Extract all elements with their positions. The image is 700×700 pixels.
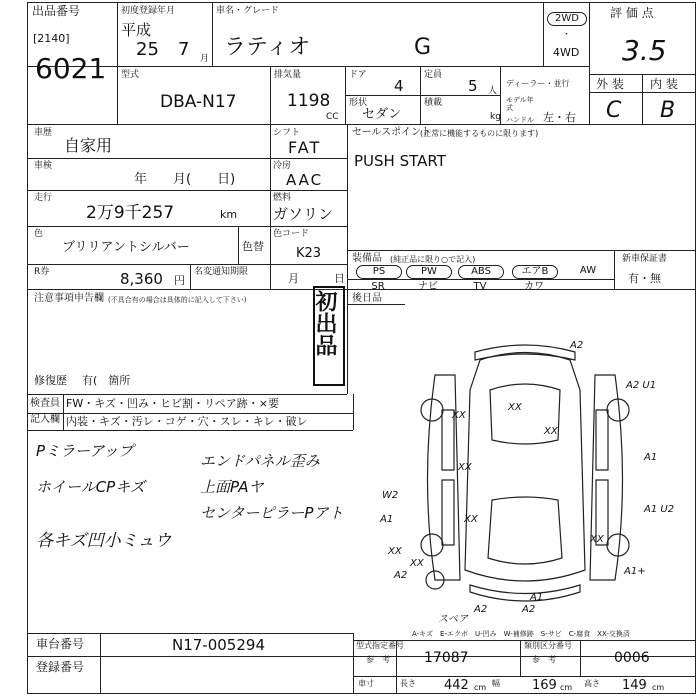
equipment-item: PW: [406, 265, 452, 279]
damage-legend: A-キズ E-エクボ U-凹み W-補修跡 S-サビ C-腐食 XX-交換済: [412, 630, 630, 638]
fuel: ガソリン: [273, 205, 334, 223]
body-label: 形状: [349, 98, 368, 108]
rule: [27, 124, 696, 125]
rule: [580, 640, 581, 676]
dims-label: 車寸: [358, 679, 374, 688]
equipment-label: 装備品: [352, 253, 382, 264]
model-label: 型式: [121, 70, 140, 80]
height-unit: cm: [652, 683, 665, 692]
sales-point-text: PUSH START: [354, 152, 446, 170]
damage-mark: XX: [410, 558, 424, 569]
rule: [27, 413, 353, 414]
repaint-label: 色替: [242, 240, 264, 253]
cc-unit: CC: [326, 112, 339, 122]
damage-mark: XX: [452, 410, 466, 421]
mileage: 2万9千257: [86, 203, 175, 223]
lot-number: 6021: [35, 52, 107, 85]
rule: [212, 2, 213, 66]
damage-mark: XX: [590, 534, 604, 545]
length: 442: [444, 678, 469, 693]
rule: [270, 158, 347, 159]
fuel-label: 燃料: [273, 193, 292, 203]
damage-mark: A1+: [624, 566, 646, 577]
equipment-item: PS: [356, 265, 402, 279]
rule: [347, 124, 348, 394]
equipment-item: エアB: [512, 265, 558, 279]
rule: [63, 394, 64, 430]
rule: [27, 158, 270, 159]
classification-number: 0006: [614, 650, 650, 666]
designation-number: 17087: [424, 650, 469, 666]
drive-2wd: 2WD: [547, 12, 587, 26]
name-change-month: 月: [288, 272, 299, 285]
rule: [270, 190, 347, 191]
handwritten-note: センターピラーPアト: [200, 504, 344, 522]
km-unit: km: [220, 208, 238, 221]
rule: [520, 640, 521, 676]
damage-mark: A1: [530, 592, 544, 603]
new-warranty: 有・無: [628, 272, 661, 285]
first-reg-label: 初度登録年月: [121, 6, 176, 16]
length-unit: cm: [474, 683, 487, 692]
rule: [347, 250, 696, 251]
repair-value: 有( 箇所: [82, 374, 131, 387]
name-change-label: 名変通知期限: [194, 267, 249, 277]
kg-unit: kg: [490, 112, 501, 122]
designation-label: 型式指定番号: [356, 641, 404, 650]
first-listing-text: 初出品: [312, 290, 337, 356]
rule: [238, 226, 239, 264]
interior-grade: B: [660, 98, 676, 123]
lot-code: [2140]: [33, 32, 70, 45]
drive-dot: ・: [562, 30, 572, 40]
doors: 4: [394, 77, 404, 95]
equipment-item: AW: [579, 265, 597, 276]
equipment-item: ABS: [458, 265, 504, 279]
chassis-label: 車台番号: [36, 637, 85, 651]
color-code-label: 色コード: [273, 229, 310, 239]
score-label: 評 価 点: [610, 6, 654, 20]
rule: [345, 95, 500, 96]
interior-label: 内 装: [650, 77, 678, 91]
rule: [27, 430, 353, 431]
handwritten-note: 各キズ凹小ミュウ: [36, 531, 172, 551]
displacement: 1198: [287, 91, 331, 111]
score: 3.5: [622, 34, 667, 67]
sales-point-sub: (正常に機能するものに限ります): [420, 129, 539, 138]
rule: [589, 2, 590, 124]
classification-label: 類別区分番号: [524, 641, 572, 650]
car-name: ラティオ: [224, 35, 311, 60]
lot-no-label: 出品番号: [32, 4, 81, 18]
rule: [27, 264, 347, 265]
history-label: 車歴: [34, 128, 53, 138]
inspection-label: 車検: [34, 161, 53, 171]
rule: [353, 633, 354, 694]
equipment-sub: (純正品に限り○で記入): [390, 255, 476, 264]
handle: 左・右: [543, 111, 576, 124]
rule: [543, 2, 544, 66]
aircon-label: 冷房: [273, 161, 292, 171]
cautions-label: 注意事項申告欄: [34, 293, 104, 304]
rear-items-label: 後日品: [352, 293, 382, 304]
rule: [270, 66, 271, 124]
writer-label: 記入欄: [30, 414, 60, 425]
damage-mark: A2 U1: [626, 380, 657, 391]
handle-label: ハンドル: [506, 116, 534, 124]
equipment-item: SR: [371, 281, 385, 292]
damage-mark: A1: [380, 514, 394, 525]
equipment-item: ナビ: [418, 281, 438, 292]
name-change-day: 日: [334, 272, 345, 285]
damage-mark: A2: [394, 570, 408, 581]
classification-ref: 参 考: [532, 655, 556, 664]
model-year-label: モデル年式: [506, 96, 534, 112]
aircon: AAC: [286, 171, 324, 189]
rule: [347, 304, 405, 305]
yen-unit: 円: [174, 274, 185, 287]
inspection-row-2: 内装・キズ・汚レ・コゲ・穴・スレ・キレ・破レ: [66, 415, 308, 428]
body-type: セダン: [362, 107, 402, 122]
rule: [27, 394, 347, 395]
damage-mark: XX: [458, 462, 472, 473]
rule: [27, 226, 347, 227]
height: 149: [622, 678, 647, 693]
handwritten-note: 上面PAヤ: [200, 478, 264, 496]
handwritten-note: エンドパネル歪み: [200, 452, 320, 470]
shift: FAT: [288, 138, 322, 157]
cautions-sub: (不具合有の場合は具体的に記入して下さい): [108, 296, 247, 304]
rule: [347, 279, 614, 280]
rule: [100, 633, 101, 694]
inspector-label: 検査員: [30, 398, 60, 409]
shift-label: シフト: [273, 128, 301, 138]
recycle-fee: 8,360: [120, 270, 163, 288]
damage-mark: A1: [644, 452, 658, 463]
sales-point-label: セールスポイント: [352, 127, 432, 138]
reg-no-label: 登録番号: [36, 660, 85, 674]
chassis-number: N17-005294: [172, 636, 265, 654]
width: 169: [532, 678, 557, 693]
width-label: 幅: [492, 679, 500, 688]
grade: G: [414, 35, 432, 60]
mileage-label: 走行: [34, 193, 53, 203]
damage-mark: XX: [464, 514, 478, 525]
reg-year: 25: [136, 39, 159, 60]
rule: [190, 264, 191, 289]
equipment-item: TV: [473, 281, 487, 292]
handwritten-note: ホイールCPキズ: [36, 478, 145, 496]
color: ブリリアントシルバー: [62, 240, 190, 255]
era: 平成: [121, 21, 152, 39]
rule: [614, 250, 615, 289]
handwritten-note: Pミラーアップ: [36, 442, 134, 460]
door-label: ドア: [349, 70, 367, 80]
rule: [27, 633, 353, 634]
length-label: 長さ: [400, 679, 416, 688]
damage-mark: スペア: [438, 614, 468, 625]
designation-ref: 参 考: [366, 655, 390, 664]
rule: [353, 676, 696, 677]
displacement-label: 排気量: [274, 70, 302, 80]
damage-mark: A2: [474, 604, 488, 615]
rule: [117, 2, 118, 124]
damage-mark: XX: [388, 546, 402, 557]
load-label: 積載: [424, 98, 443, 108]
height-label: 高さ: [584, 679, 600, 688]
exterior-grade: C: [606, 98, 622, 123]
damage-mark: W2: [382, 490, 399, 501]
capacity-label: 定員: [424, 70, 443, 80]
damage-mark: A2: [570, 340, 584, 351]
rule: [642, 74, 643, 124]
exterior-label: 外 装: [596, 77, 624, 91]
drive-4wd: 4WD: [553, 46, 580, 59]
new-warranty-label: 新車保証書: [622, 254, 668, 264]
inspection-value: 年 月( 日): [134, 172, 236, 187]
rule: [27, 190, 270, 191]
rule: [27, 66, 589, 67]
capacity: 5: [468, 77, 478, 95]
month-unit: 月: [200, 54, 210, 64]
rule: [27, 656, 696, 657]
color-code: K23: [296, 246, 322, 261]
color-label: 色: [34, 229, 44, 239]
damage-mark: XX: [544, 426, 558, 437]
history-value: 自家用: [64, 136, 113, 155]
dealer-label: ディーラー・並行: [506, 79, 570, 88]
recycle-label: R券: [34, 267, 50, 277]
reg-month: 7: [178, 39, 190, 60]
rule: [353, 394, 354, 430]
persons-unit: 人: [488, 86, 498, 96]
damage-mark: A1 U2: [644, 504, 675, 515]
model: DBA-N17: [160, 92, 237, 112]
damage-mark: A2: [522, 604, 536, 615]
width-unit: cm: [560, 683, 573, 692]
inspection-row-1: FW・キズ・凹み・ヒビ割・リペア跡・×要: [66, 397, 279, 410]
name-grade-label: 車名・グレード: [216, 6, 280, 16]
damage-mark: XX: [508, 402, 522, 413]
equipment-item: カワ: [524, 281, 544, 292]
repair-label: 修復歴: [34, 374, 67, 387]
